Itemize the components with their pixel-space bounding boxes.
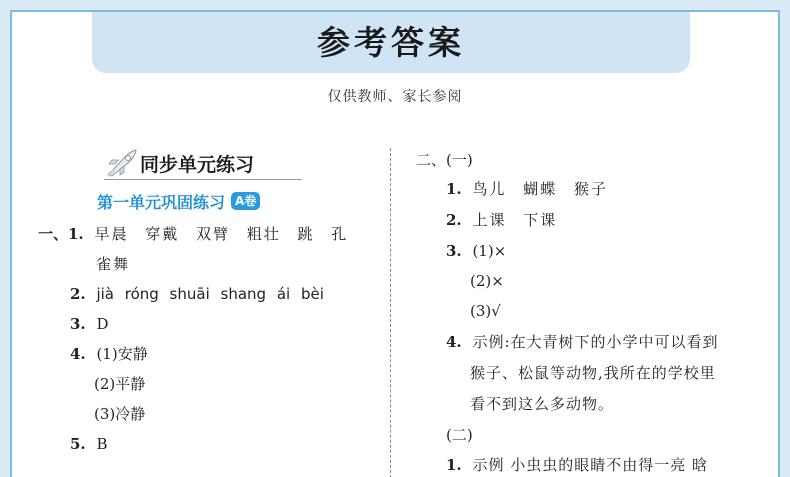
answer-text: 早晨 穿戴 双臂 粗壮 跳 孔 <box>94 225 349 243</box>
answer-q4 <box>70 344 148 364</box>
answer-q1-line1 <box>38 224 348 244</box>
answer-text: 上课 下课 <box>472 211 558 229</box>
answer-r3-c: (3)√ <box>470 302 501 320</box>
answer-r2 <box>446 210 557 230</box>
answer-q2 <box>70 284 324 304</box>
answer-r4-line3: 看不到这么多动物。 <box>470 395 615 413</box>
answer-q1-line2: 雀舞 <box>96 255 131 273</box>
answer-text: (1)安静 <box>96 345 148 363</box>
question-number: 一、1. <box>38 225 84 243</box>
question-number: 4. <box>70 345 86 363</box>
answer-q5 <box>70 434 107 454</box>
section-title: 同步单元练习 <box>140 153 255 176</box>
question-number: 1. <box>446 456 462 474</box>
question-number: 3. <box>70 315 86 333</box>
answer-text: B <box>96 435 108 453</box>
answer-r3 <box>446 241 506 261</box>
unit-heading <box>97 190 260 212</box>
unit-title: 第一单元巩固练习 <box>97 192 226 212</box>
section-heading <box>104 146 304 180</box>
version-badge: A卷 <box>231 192 260 210</box>
answer-text: 示例:在大青树下的小学中可以看到 <box>472 333 719 351</box>
question-number: 2. <box>70 285 86 303</box>
answer-q3 <box>70 314 108 334</box>
page-subtitle: 仅供教师、家长参阅 <box>327 89 463 105</box>
title-banner <box>92 10 690 73</box>
section-underline <box>104 179 302 180</box>
answer-r4-line2: 猴子、松鼠等动物,我所在的学校里 <box>470 364 716 382</box>
part-two-label: 二、(一) <box>416 151 473 169</box>
answer-text: jià róng shuāi shang ái bèi <box>96 285 324 303</box>
answer-page <box>10 10 780 477</box>
answer-r5 <box>446 455 708 475</box>
answer-r1 <box>446 179 608 199</box>
question-number: 4. <box>446 333 462 351</box>
part-two-sub-label: (二) <box>446 426 473 444</box>
question-number: 5. <box>70 435 86 453</box>
answer-r4 <box>446 332 719 352</box>
answer-text: (1)× <box>472 242 507 260</box>
column-divider <box>390 148 391 477</box>
question-number: 2. <box>446 211 462 229</box>
answer-text: D <box>96 315 109 333</box>
answer-q4-c: (3)冷静 <box>94 405 146 423</box>
rocket-icon <box>104 148 138 178</box>
answer-text: 示例 小虫虫的眼睛不由得一亮 晗 <box>472 456 708 474</box>
question-number: 3. <box>446 242 462 260</box>
page-title: 参考答案 <box>317 23 465 62</box>
answer-q4-b: (2)平静 <box>94 375 146 393</box>
answer-r3-b: (2)× <box>470 272 504 290</box>
answer-text: 鸟儿 蝴蝶 猴子 <box>472 180 608 198</box>
question-number: 1. <box>446 180 462 198</box>
